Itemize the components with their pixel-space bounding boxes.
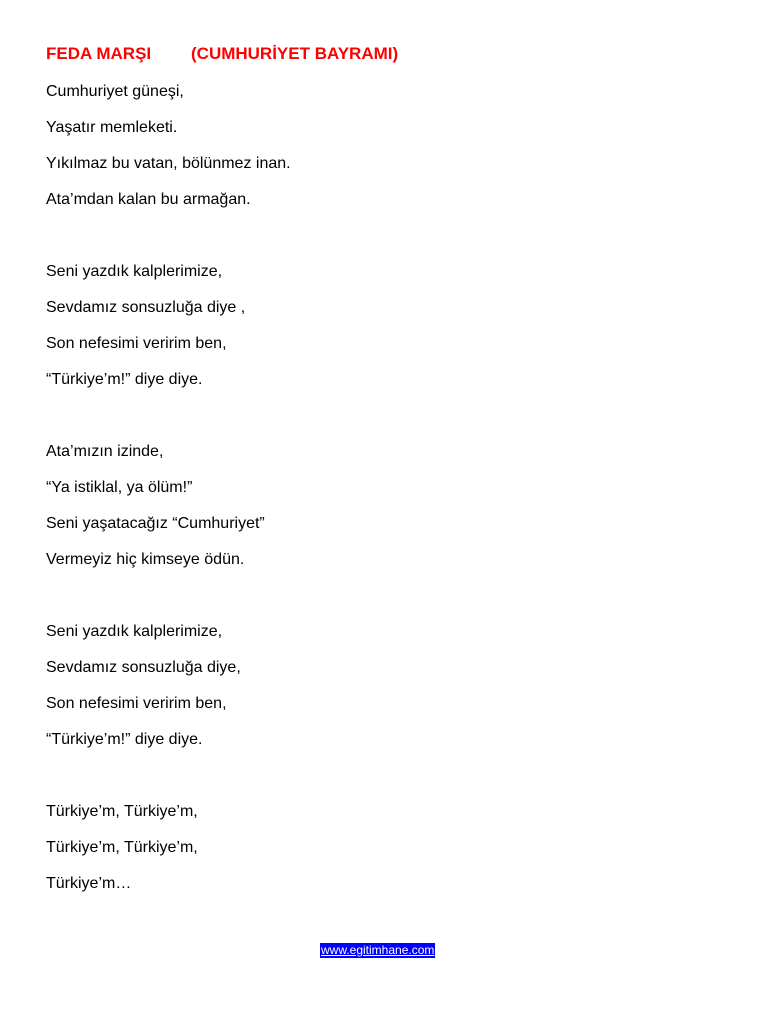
stanza-gap [46, 226, 726, 262]
poem-line: Son nefesimi veririm ben, [46, 335, 227, 352]
stanza-gap [46, 406, 726, 442]
poem-line: Son nefesimi veririm ben, [46, 695, 227, 712]
title-subtitle: (CUMHURİYET BAYRAMI) [191, 44, 399, 63]
footer-website-link[interactable]: www.egitimhane.com [321, 943, 435, 957]
stanza-1 [46, 82, 726, 210]
stanza-4 [46, 622, 726, 750]
poem-body [46, 82, 726, 910]
poem-line: “Türkiye’m!” diye diye. [46, 371, 203, 388]
stanza-gap [46, 766, 726, 802]
title-main: FEDA MARŞI [46, 44, 152, 63]
stanza-2 [46, 262, 726, 390]
poem-line: Seni yazdık kalplerimize, [46, 623, 223, 640]
poem-line: Ata’mdan kalan bu armağan. [46, 191, 251, 208]
stanza-5 [46, 802, 726, 894]
stanza-3 [46, 442, 726, 570]
poem-line: Ata’mızın izinde, [46, 443, 164, 460]
poem-line: Sevdamız sonsuzluğa diye, [46, 659, 241, 676]
poem-line: Türkiye’m, Türkiye’m, [46, 839, 198, 856]
poem-line: “Türkiye’m!” diye diye. [46, 731, 203, 748]
poem-line: Sevdamız sonsuzluğa diye , [46, 299, 246, 316]
poem-line: Yaşatır memleketi. [46, 119, 178, 136]
poem-line: Vermeyiz hiç kimseye ödün. [46, 551, 245, 568]
poem-line: Yıkılmaz bu vatan, bölünmez inan. [46, 155, 291, 172]
poem-line: Seni yaşatacağız “Cumhuriyet” [46, 515, 265, 532]
poem-line: Türkiye’m, Türkiye’m, [46, 803, 198, 820]
poem-line: Cumhuriyet güneşi, [46, 83, 184, 100]
stanza-gap [46, 586, 726, 622]
poem-line: “Ya istiklal, ya ölüm!” [46, 479, 193, 496]
poem-line: Türkiye’m… [46, 875, 132, 892]
poem-line: Seni yazdık kalplerimize, [46, 263, 223, 280]
